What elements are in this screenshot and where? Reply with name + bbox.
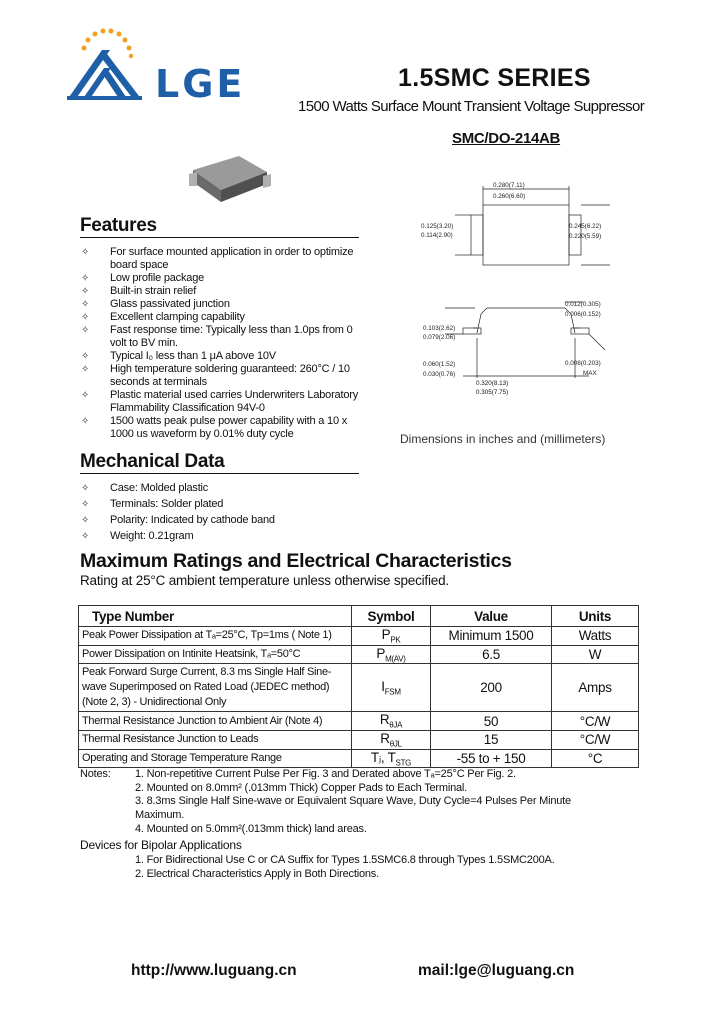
dim-side-lb-2: 0.030(0.76) <box>423 371 456 378</box>
symbol-cell <box>352 712 431 731</box>
table-row <box>79 712 639 731</box>
mechanical-item <box>81 530 361 543</box>
dim-side-r-1: 0.008(0.203) <box>565 360 601 367</box>
bipolar-item: 1. For Bidirectional Use C or CA Suffix for Types 1.5SMC6.8 through Types 1.5SMC200A. <box>135 854 555 866</box>
table-row <box>79 749 639 768</box>
feature-item <box>81 311 361 324</box>
value-cell: 200 <box>431 664 552 712</box>
mechanical-text: Terminals: Solder plated <box>110 498 224 510</box>
feature-text: Typical I₀ less than 1 μA above 10V <box>110 350 276 362</box>
bullet-icon: ✧ <box>81 499 90 510</box>
dim-side-r-2: MAX <box>583 370 597 377</box>
col-units: Units <box>552 606 639 627</box>
symbol-sub: STG <box>395 758 412 768</box>
bipolar-list <box>135 853 555 881</box>
value-cell: Minimum 1500 <box>431 627 552 646</box>
mechanical-list <box>81 482 361 546</box>
bullet-icon: ✧ <box>81 416 90 427</box>
symbol-sub: FSM <box>384 687 401 697</box>
symbol-main: R <box>379 712 390 728</box>
features-heading: Features <box>80 215 157 236</box>
series-subtitle: 1500 Watts Surface Mount Transient Voltage Suppressor <box>298 98 645 115</box>
bullet-icon: ✧ <box>81 312 90 323</box>
unit-cell: °C/W <box>552 731 639 750</box>
notes <box>80 768 640 838</box>
dim-left-h-1: 0.125(3.20) <box>421 223 454 230</box>
col-value: Value <box>431 606 552 627</box>
table-header-row <box>79 606 639 627</box>
mechanical-item <box>81 482 361 495</box>
feature-item <box>81 415 361 441</box>
mechanical-divider <box>80 473 359 474</box>
footer-website-link[interactable]: http://www.luguang.cn <box>131 962 297 979</box>
feature-item <box>81 350 361 363</box>
dim-side-l-1: 0.103(2.62) <box>423 325 456 332</box>
col-symbol: Symbol <box>352 606 431 627</box>
dim-right-h-2: 0.220(5.59) <box>569 233 602 240</box>
bullet-icon: ✧ <box>81 286 90 297</box>
mechanical-text: Polarity: Indicated by cathode band <box>110 514 275 526</box>
value-cell: -55 to + 150 <box>431 749 552 768</box>
symbol-cell <box>352 645 431 664</box>
symbol-cell <box>352 664 431 712</box>
bullet-icon: ✧ <box>81 325 90 336</box>
symbol-main: P <box>381 627 391 642</box>
ratings-title: Maximum Ratings and Electrical Characteristics <box>80 550 512 572</box>
unit-cell: W <box>552 645 639 664</box>
features-list <box>81 246 361 441</box>
package-photo <box>187 150 271 206</box>
dim-top-width-1: 0.280(7.11) <box>493 182 525 189</box>
param-cell: Thermal Resistance Junction to Leads <box>79 731 352 750</box>
dim-side-b-1: 0.320(8.13) <box>476 380 509 387</box>
symbol-cell <box>352 749 431 768</box>
mechanical-item <box>81 514 361 527</box>
bullet-icon: ✧ <box>81 299 90 310</box>
bullet-icon: ✧ <box>81 273 90 284</box>
dim-side-tr-1: 0.012(0.305) <box>565 301 601 308</box>
mechanical-text: Case: Molded plastic <box>110 482 209 494</box>
value-cell: 15 <box>431 731 552 750</box>
param-cell: Peak Forward Surge Current, 8.3 ms Single Half Sine-wave Superimposed on Rated Load (JEDEC method) (Note 2, 3) - Unidirectional Only <box>79 664 352 712</box>
dim-side-l-2: 0.079(2.06) <box>423 334 456 341</box>
bullet-icon: ✧ <box>81 247 90 258</box>
note-item: 3. 8.3ms Single Half Sine-wave or Equivalent Square Wave, Duty Cycle=4 Pulses Per Minute Maximum. <box>135 795 571 822</box>
feature-text: 1500 watts peak pulse power capability with a 10 x 1000 us waveform by 0.01% duty cycle <box>110 415 348 440</box>
feature-text: Built-in strain relief <box>110 285 197 297</box>
dim-side-tr-2: 0.006(0.152) <box>565 311 601 318</box>
dim-right-h-1: 0.245(6.22) <box>569 223 602 230</box>
series-title: 1.5SMC SERIES <box>398 64 591 92</box>
symbol-main: Tⱼ, T <box>370 749 396 765</box>
feature-item <box>81 363 361 389</box>
param-cell: Power Dissipation on Intinite Heatsink, Tₐ=50°C <box>79 645 352 664</box>
bipolar-item: 2. Electrical Characteristics Apply in Both Directions. <box>135 868 379 880</box>
col-type-number: Type Number <box>79 606 352 627</box>
bullet-icon: ✧ <box>81 364 90 375</box>
bullet-icon: ✧ <box>81 390 90 401</box>
symbol-sub: M(AV) <box>385 654 406 664</box>
notes-list <box>135 768 615 837</box>
unit-cell: °C <box>552 749 639 768</box>
unit-cell: °C/W <box>552 712 639 731</box>
logo-text: LGE <box>155 62 246 106</box>
feature-item <box>81 389 361 415</box>
table-row <box>79 731 639 750</box>
dim-side-lb-1: 0.060(1.52) <box>423 361 456 368</box>
bullet-icon: ✧ <box>81 351 90 362</box>
dimensions-caption: Dimensions in inches and (millimeters) <box>400 432 606 446</box>
symbol-cell <box>352 731 431 750</box>
dim-left-h-2: 0.114(2.90) <box>421 232 453 239</box>
mechanical-item <box>81 498 361 511</box>
table-row <box>79 664 639 712</box>
feature-text: Excellent clamping capability <box>110 311 245 323</box>
mechanical-text: Weight: 0.21gram <box>110 530 194 542</box>
value-cell: 6.5 <box>431 645 552 664</box>
symbol-main: I <box>381 679 385 695</box>
feature-text: Plastic material used carries Underwriters Laboratory Flammability Classification 94V-0 <box>110 389 358 414</box>
feature-item <box>81 324 361 350</box>
unit-cell: Watts <box>552 627 639 646</box>
notes-label: Notes: <box>80 768 111 780</box>
symbol-cell <box>352 627 431 646</box>
feature-text: For surface mounted application in order to optimize board space <box>110 246 354 271</box>
bipolar-heading: Devices for Bipolar Applications <box>80 838 242 852</box>
note-item: 4. Mounted on 5.0mm²(.013mm thick) land areas. <box>135 822 367 835</box>
value-cell: 50 <box>431 712 552 731</box>
bullet-icon: ✧ <box>81 531 90 542</box>
feature-text: High temperature soldering guaranteed: 260°C / 10 seconds at terminals <box>110 363 350 388</box>
feature-item <box>81 246 361 272</box>
feature-item <box>81 272 361 285</box>
features-divider <box>80 237 359 238</box>
table-row <box>79 645 639 664</box>
bullet-icon: ✧ <box>81 483 90 494</box>
feature-item <box>81 298 361 311</box>
mechanical-heading: Mechanical Data <box>80 451 225 472</box>
footer-email-link[interactable]: mail:lge@luguang.cn <box>418 962 575 979</box>
param-cell: Operating and Storage Temperature Range <box>79 749 352 768</box>
note-item: 1. Non-repetitive Current Pulse Per Fig. 3 and Derated above Tₐ=25°C Per Fig. 2. <box>135 768 516 780</box>
param-cell: Thermal Resistance Junction to Ambient Air (Note 4) <box>79 712 352 731</box>
dim-side-b-2: 0.305(7.75) <box>476 389 509 396</box>
unit-cell: Amps <box>552 664 639 712</box>
note-item: 2. Mounted on 8.0mm² (.013mm Thick) Copper Pads to Each Terminal. <box>135 781 468 794</box>
symbol-sub: PK <box>390 635 401 645</box>
ratings-note: Rating at 25°C ambient temperature unless otherwise specified. <box>80 573 449 588</box>
symbol-sub: θJL <box>389 739 402 749</box>
symbol-sub: θJA <box>389 721 403 731</box>
feature-text: Fast response time: Typically less than 1.0ps from 0 volt to BV min. <box>110 324 353 349</box>
feature-text: Low profile package <box>110 272 205 284</box>
feature-item <box>81 285 361 298</box>
dim-top-width-2: 0.260(6.60) <box>493 193 526 200</box>
feature-text: Glass passivated junction <box>110 298 230 310</box>
dimension-drawing <box>415 178 625 378</box>
bullet-icon: ✧ <box>81 515 90 526</box>
ratings-table <box>78 605 639 768</box>
ratings-body <box>79 627 639 768</box>
param-cell: Peak Power Dissipation at Tₐ=25°C, Tp=1ms ( Note 1) <box>79 627 352 646</box>
symbol-main: P <box>376 645 386 661</box>
table-row <box>79 627 639 646</box>
package-name: SMC/DO-214AB <box>452 130 561 147</box>
symbol-main: R <box>380 731 390 747</box>
